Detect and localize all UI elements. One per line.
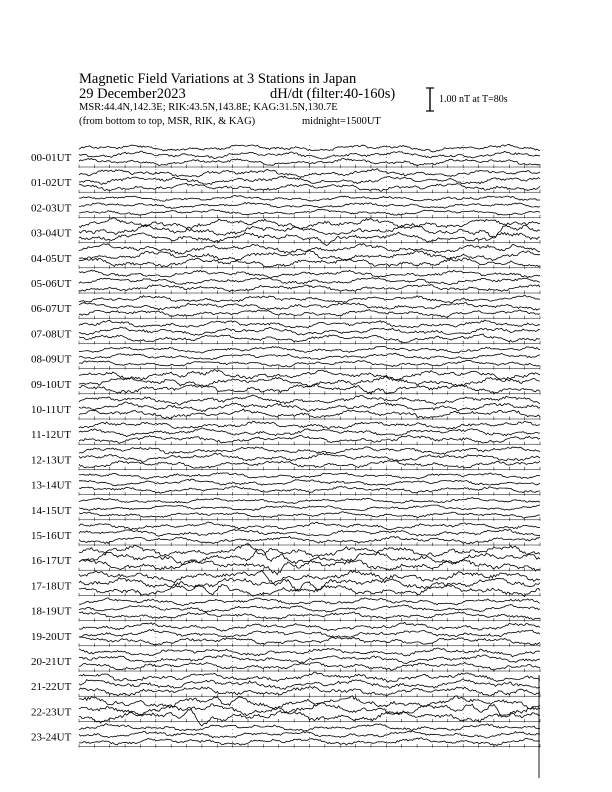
row-label: 12-13UT (31, 454, 72, 467)
trace-rik (79, 549, 540, 565)
trace-rik (79, 203, 540, 209)
row-label: 10-11UT (31, 404, 71, 416)
trace-kag (79, 370, 540, 380)
row-label: 14-15UT (31, 504, 72, 517)
row-label: 23-24UT (31, 731, 72, 744)
row-label: 09-10UT (31, 378, 72, 391)
scale-bar-label: 1.00 nT at T=80s (439, 94, 508, 105)
chart-date: 29 December2023 (79, 86, 186, 102)
trace-rik (79, 679, 540, 690)
row-label: 17-18UT (31, 580, 72, 593)
row-label: 08-09UT (31, 353, 72, 366)
filter-label: dH/dt (filter:40-160s) (270, 86, 396, 102)
trace-rik (79, 250, 540, 260)
row-label: 06-07UT (31, 303, 72, 316)
row-label: 04-05UT (31, 252, 72, 265)
row-label: 02-03UT (31, 202, 72, 215)
row-label: 13-14UT (31, 479, 72, 492)
trace-kag (79, 498, 540, 504)
midnight-note: midnight=1500UT (302, 116, 381, 127)
row-label: 07-08UT (31, 328, 72, 341)
trace-order-note: (from bottom to top, MSR, RIK, & KAG) (79, 116, 256, 127)
trace-rik (79, 529, 540, 536)
trace-rik (79, 303, 540, 311)
trace-rik (79, 353, 540, 359)
trace-kag (79, 421, 540, 429)
row-label: 16-17UT (31, 555, 72, 568)
row-label: 20-21UT (31, 656, 72, 668)
trace-kag (79, 395, 540, 405)
station-coordinates: MSR:44.4N,142.3E; RIK:43.5N,143.8E; KAG:31.5N,130.7E (79, 102, 338, 113)
row-label: 22-23UT (31, 706, 72, 719)
row-label: 05-06UT (31, 278, 72, 290)
trace-rik (79, 327, 540, 335)
row-label: 01-02UT (31, 177, 72, 190)
trace-kag (79, 196, 540, 202)
row-label: 11-12UT (31, 429, 71, 442)
row-label: 18-19UT (31, 605, 72, 618)
row-label: 00-01UT (31, 152, 72, 164)
trace-msr (79, 209, 540, 215)
trace-rik (79, 278, 540, 285)
trace-rik (79, 479, 540, 486)
row-label: 15-16UT (31, 530, 72, 542)
trace-rik (79, 731, 540, 738)
row-label: 03-04UT (31, 227, 72, 240)
trace-rik (79, 655, 540, 664)
row-label: 19-20UT (31, 630, 72, 643)
trace-kag (79, 270, 540, 278)
chart-title: Magnetic Field Variations at 3 Stations in Japan (79, 71, 357, 87)
trace-kag (79, 218, 540, 229)
trace-rik (79, 402, 540, 412)
row-label: 21-22UT (31, 681, 72, 694)
